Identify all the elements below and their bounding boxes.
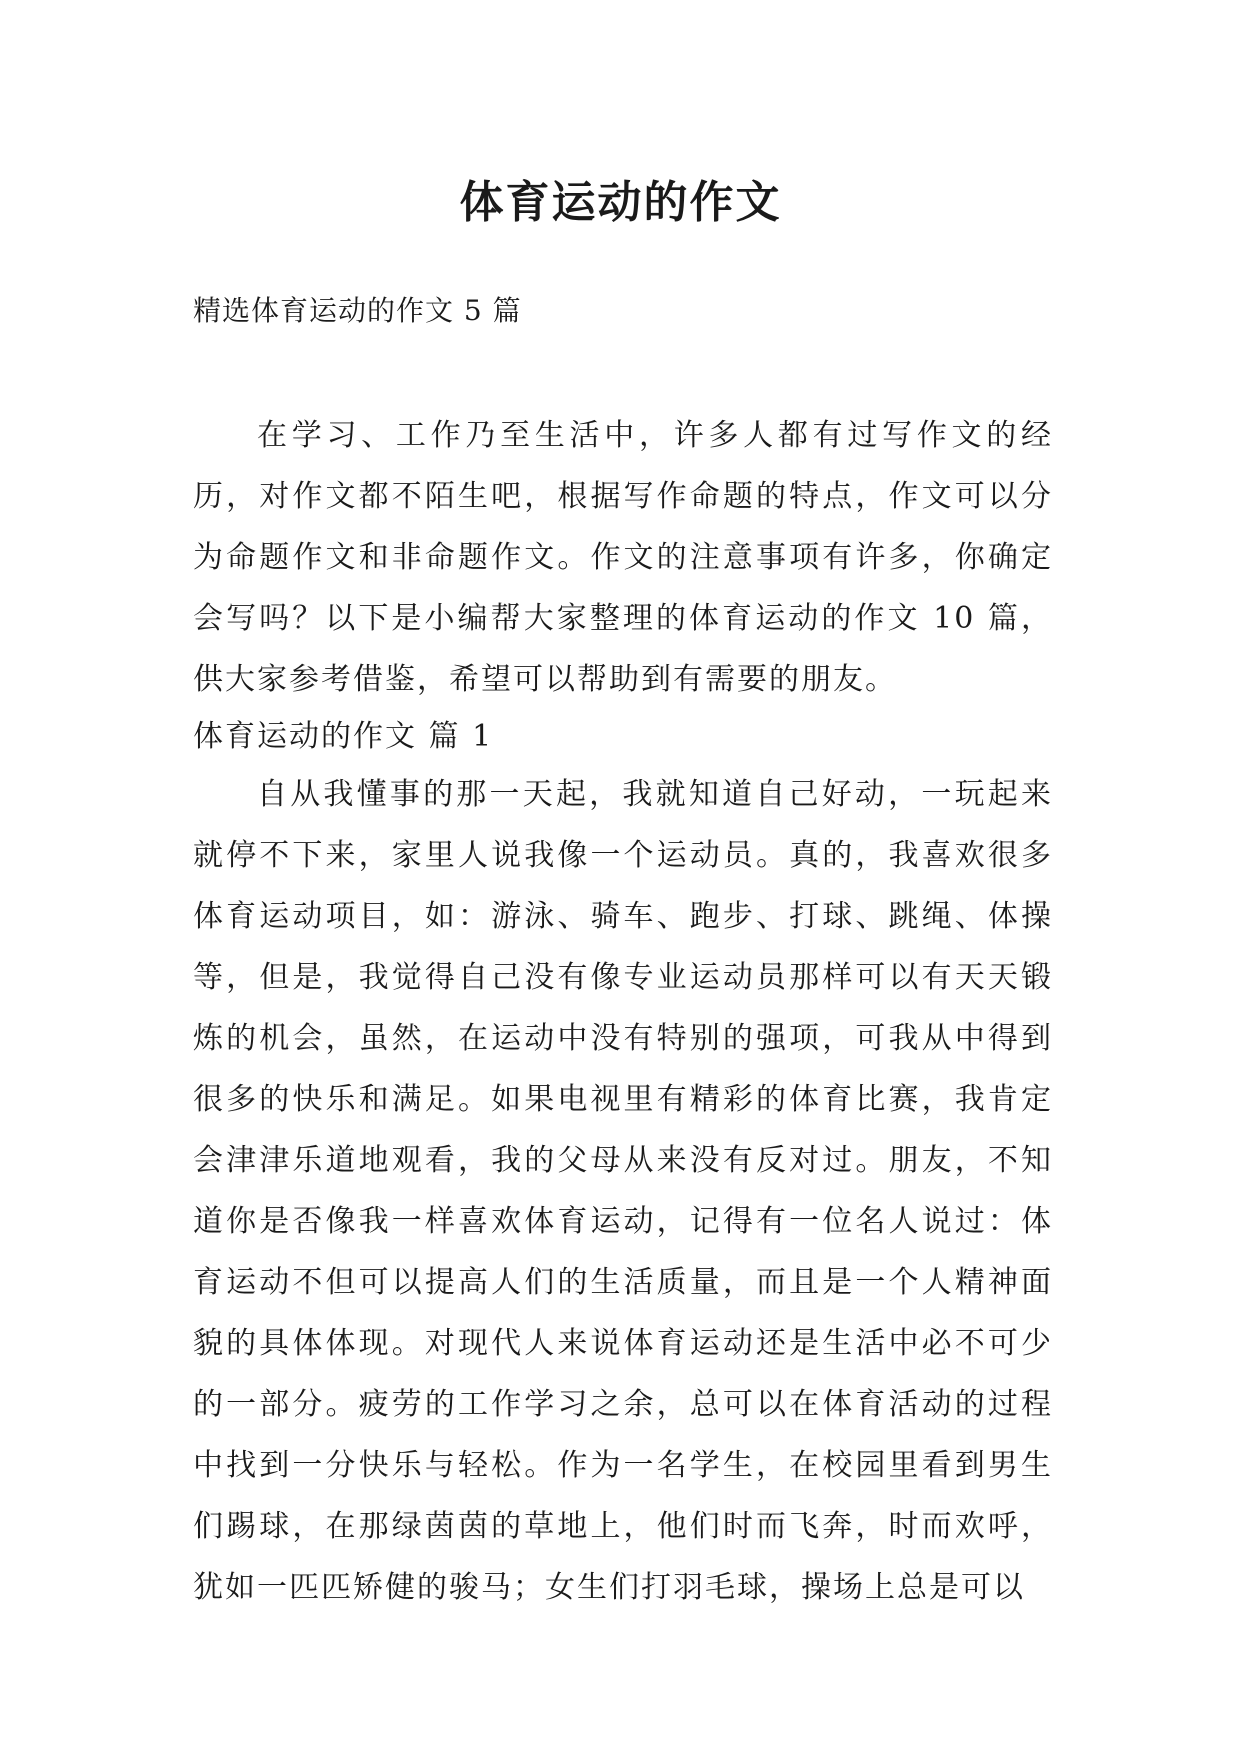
document-body [193, 405, 1053, 1618]
section-heading: 体育运动的作文 篇 1 [193, 719, 494, 754]
document-subtitle: 精选体育运动的作文 5 篇 [193, 294, 522, 327]
section-paragraph: 自从我懂事的那一天起，我就知道自己好动，一玩起来就停不下来，家里人说我像一个运动员。真的，我喜欢很多体育运动项目，如：游泳、骑车、跑步、打球、跳绳、体操等，但是，我觉得自己没有像专业运动员那样可以有天天锻炼的机会，虽然，在运动中没有特别的强项，可我从中得到很多的快乐和满足。如果电视里有精彩的体育比赛，我肯定会津津乐道地观看，我的父母从来没有反对过。朋友，不知道你是否像我一样喜欢体育运动，记得有一位名人说过：体育运动不但可以提高人们的生活质量，而且是一个人精神面貌的具体体现。对现代人来说体育运动还是生活中必不可少的一部分。疲劳的工作学习之余，总可以在体育活动的过程中找到一分快乐与轻松。作为一名学生，在校园里看到男生们踢球，在那绿茵茵的草地上，他们时而飞奔，时而欢呼，犹如一匹匹矫健的骏马；女生们打羽毛球，操场上总是可以 [193, 777, 1053, 1605]
intro-paragraph: 在学习、工作乃至生活中，许多人都有过写作文的经历，对作文都不陌生吧，根据写作命题的特点，作文可以分为命题作文和非命题作文。作文的注意事项有许多，你确定会写吗？以下是小编帮大家整理的体育运动的作文 10 篇，供大家参考借鉴，希望可以帮助到有需要的朋友。 [193, 418, 1053, 697]
page-title: 体育运动的作文 [459, 177, 782, 229]
